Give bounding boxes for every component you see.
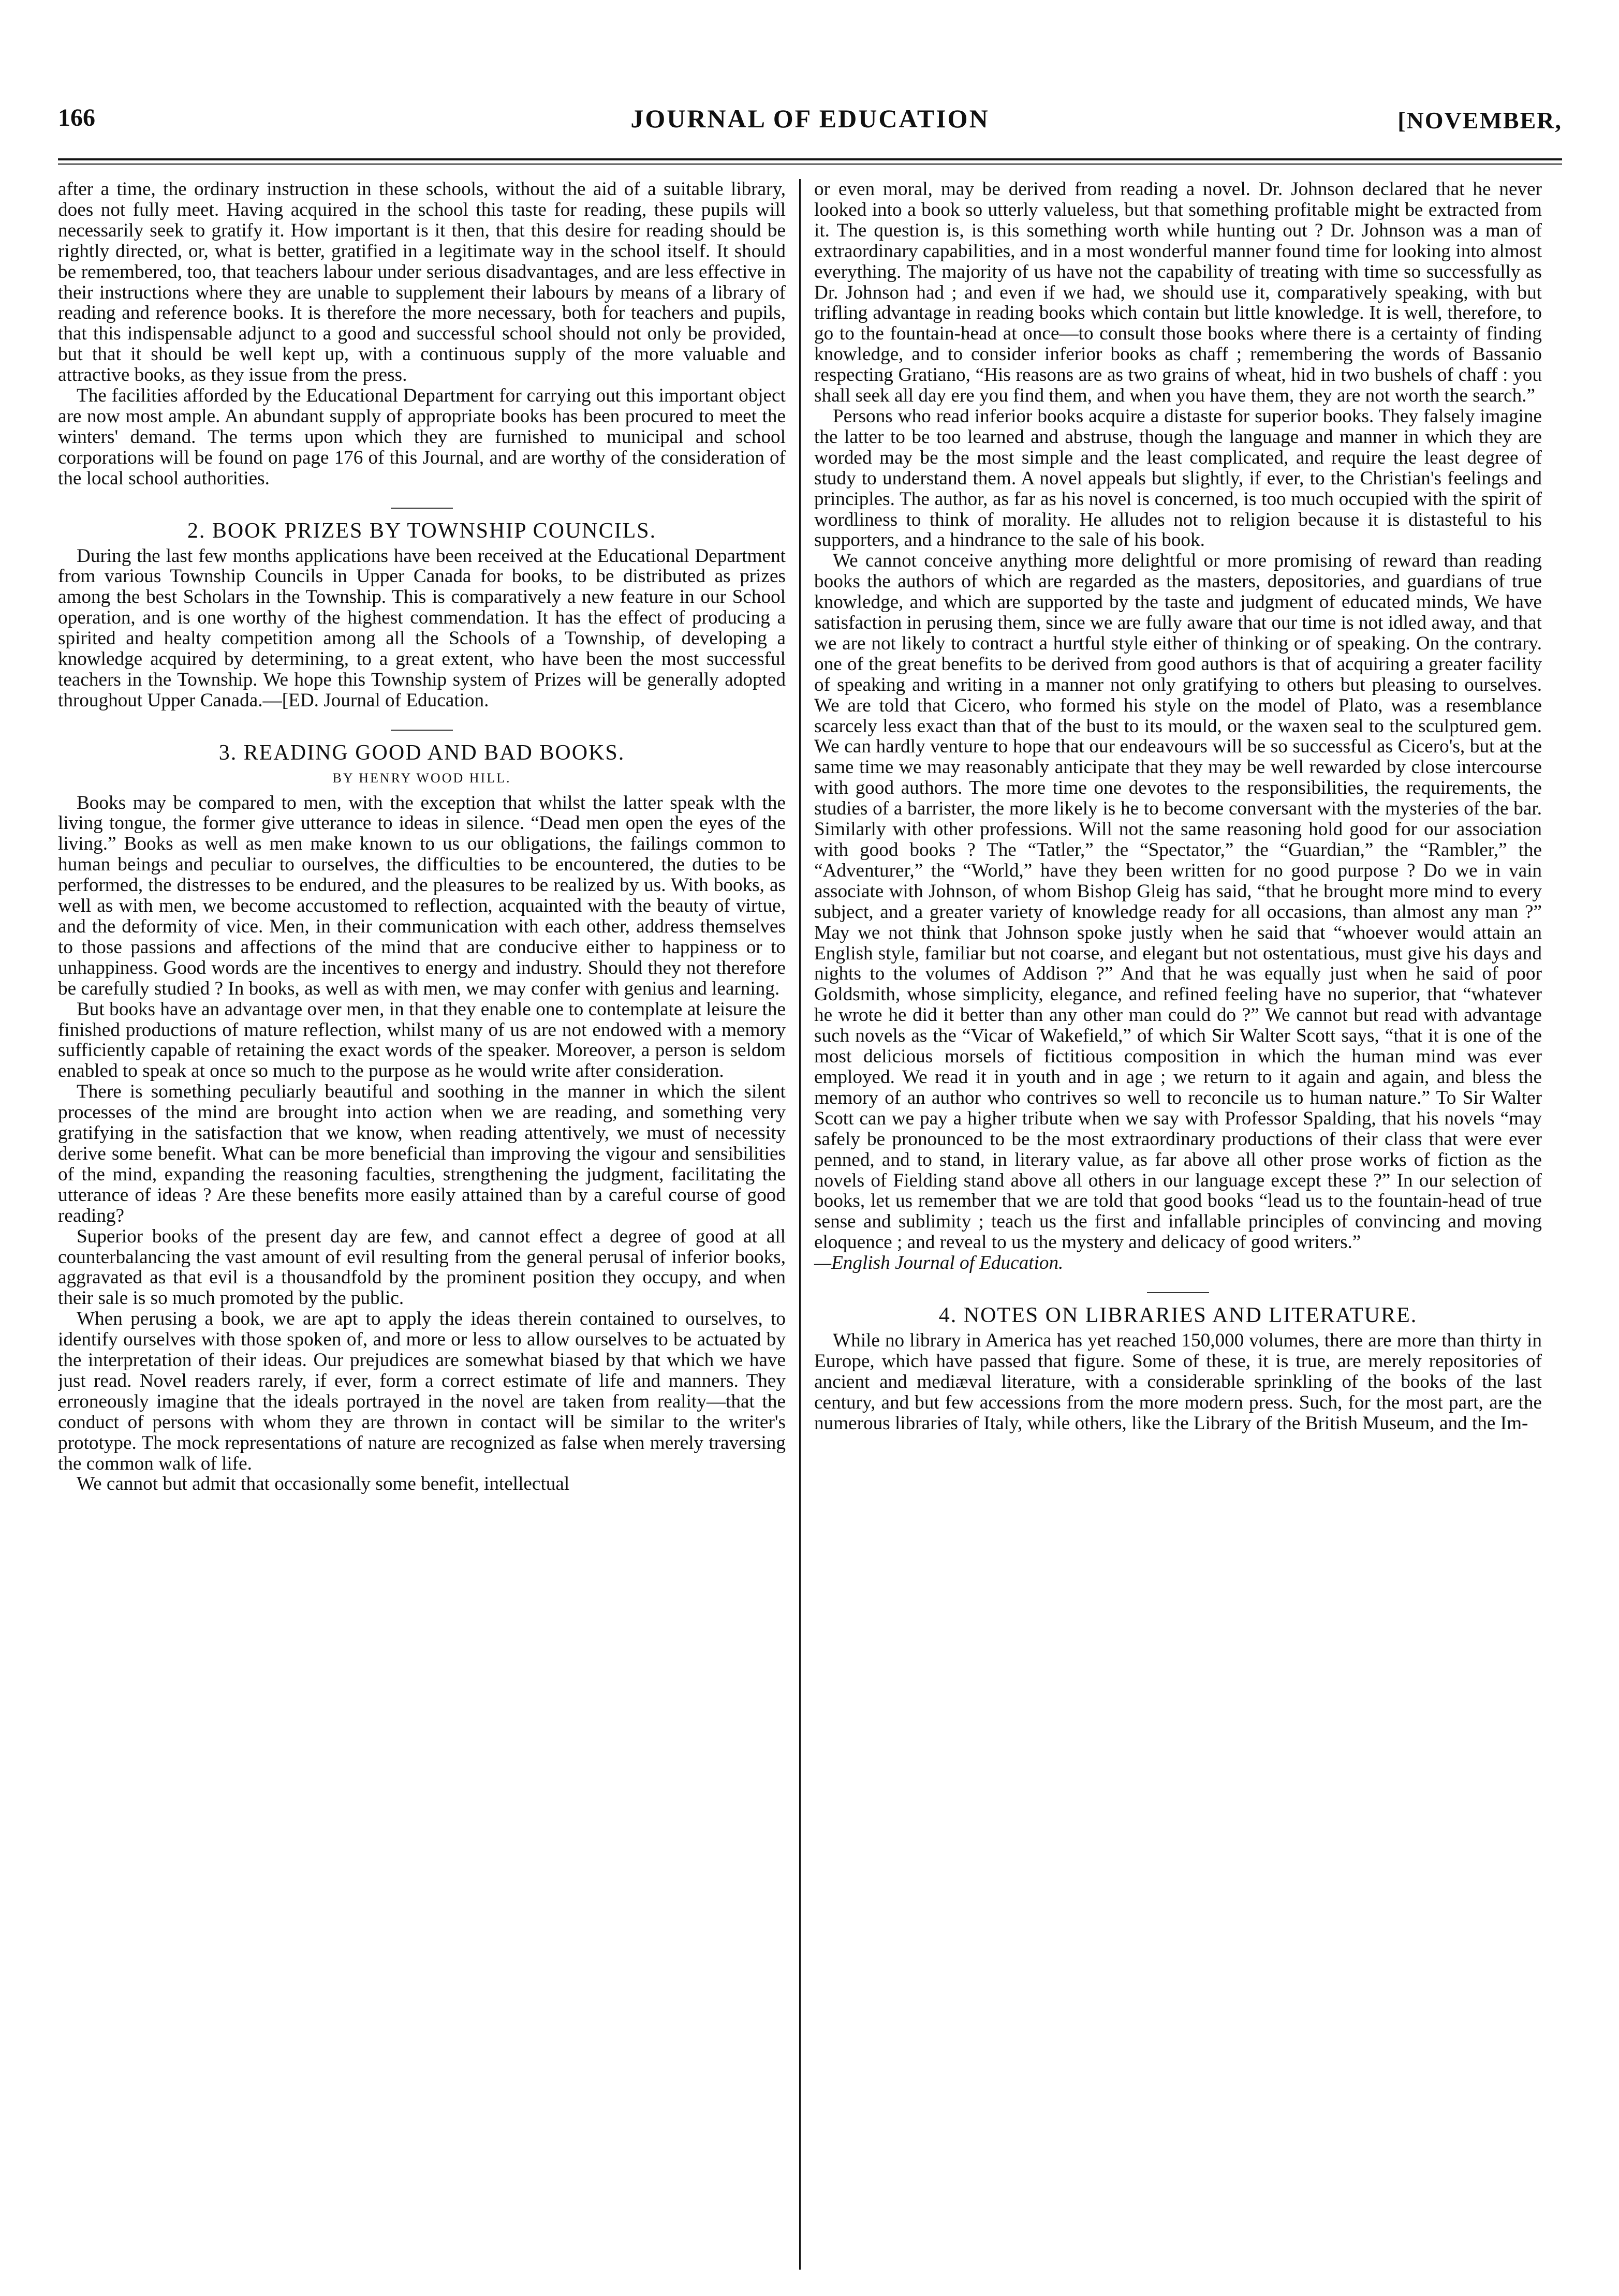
- paragraph: Superior books of the present day are few, and cannot effect a degree of good at all counterbalancing the vast amount of evil resulting from the general perusal of inferior books, aggravated as that evil is a thousandfold by the prominent position they occupy, and when their sale is so much promoted by the public.: [58, 1225, 786, 1309]
- article-columns: [58, 179, 1562, 2270]
- section-heading: 2. BOOK PRIZES BY TOWNSHIP COUNCILS.: [187, 519, 657, 543]
- paragraph: There is something peculiarly beautiful and soothing in the manner in which the silent processes of the mind are brought into action when we are reading, and something very gratifying in the satisfaction that we know, when reading attentively, we must of necessity derive some benefit. What can be more beneficial than improving the vigour and sensibilities of the mind, expanding the reasoning faculties, strengthening the judgment, facilitating the utterance of ideas ? Are these benefits more easily attained than by a careful course of good reading?: [58, 1081, 786, 1226]
- paragraph: The facilities afforded by the Educational Department for carrying out this important object are now most ample. An abundant supply of appropriate books has been procured to meet the winters' demand. The terms upon which they are furnished to municipal and school corporations will be found on page 176 of this Journal, and are worthy of the consideration of the local school authorities.: [58, 385, 786, 489]
- right-column: [801, 179, 1542, 2270]
- page-number: 166: [58, 104, 95, 131]
- header-rule: [58, 158, 1562, 160]
- journal-title: JOURNAL OF EDUCATION: [630, 104, 990, 133]
- issue-month: [NOVEMBER,: [1397, 107, 1562, 134]
- source-credit: —English Journal of Education.: [814, 1252, 1064, 1274]
- section-heading: 4. NOTES ON LIBRARIES AND LITERATURE.: [938, 1303, 1418, 1328]
- left-column: [58, 179, 799, 2270]
- paragraph: after a time, the ordinary instruction in these schools, without the aid of a suitable library, does not fully meet. Having acquired in the school this taste for reading, these pupils will necessarily seek to gratify it. How important is it then, that this desire for reading should be rightly directed, or, what is better, gratified in a legitimate way in the school itself. It should be remembered, too, that teachers labour under serious disadvantages, and are less effective in their instructions where they are unable to supplement their labours by means of a library of reading and reference books. It is therefore the more necessary, both for teachers and pupils, that this indispensable adjunct to a good and successful school should not only be provided, but that it should be well kept up, with a continuous supply of the more valuable and attractive books, as they issue from the press.: [58, 179, 786, 386]
- paragraph: But books have an advantage over men, in that they enable one to contemplate at leisure the finished productions of mature reflection, whilst many of us are not endowed with a memory sufficiently capable of retaining the exact words of the speaker. Moreover, a person is seldom enabled to speak at once so much to the purpose as he would write after consideration.: [58, 998, 786, 1082]
- paragraph: While no library in America has yet reached 150,000 volumes, there are more than thirty in Europe, which have passed that figure. Some of these, it is true, are merely repositories of ancient and mediæval literature, with a considerable sprinkling of the books of the last century, and but few accessions from the more modern press. Such, for the most part, are the numerous libraries of Italy, while others, like the Library of the British Museum, and the Im-: [814, 1329, 1542, 1434]
- paragraph: When perusing a book, we are apt to apply the ideas therein contained to ourselves, to identify ourselves with those spoken of, and more or less to allow ourselves to be actuated by the interpretation of their ideas. Our prejudices are somewhat biased by that which we have just read. Novel readers rarely, if ever, form a correct estimate of life and manners. They erroneously imagine that the ideals portrayed in the novel are taken from reality—that the conduct of persons with whom they are thrown in contact will be similar to the writer's prototype. The mock representations of nature are recognized as false when merely traversing the common walk of life.: [58, 1308, 786, 1474]
- section-separator: [391, 730, 453, 731]
- paragraph: During the last few months applications have been received at the Educational Department from various Township Councils in Upper Canada for books, to be distributed as prizes among the best Scholars in the Township. This is comparatively a new feature in our School operation, and is one worthy of the highest commendation. It has the effect of producing a spirited and healty competition among all the Schools of a Township, of developing a knowledge acquired by determining, to a great extent, who have been the most successful teachers in the Township. We hope this Township system of Prizes will be generally adopted throughout Upper Canada.—[ED. Journal of Education.: [58, 545, 786, 711]
- author-byline: BY HENRY WOOD HILL.: [332, 770, 511, 786]
- paragraph: We cannot but admit that occasionally some benefit, intellectual: [77, 1473, 570, 1495]
- section-separator: [391, 508, 453, 509]
- page-header: [58, 103, 1562, 145]
- paragraph: Books may be compared to men, with the exception that whilst the latter speak wlth the living tongue, the former give utterance to ideas in silence. “Dead men open the eyes of the living.” Books as well as men make known to us our obligations, the failings common to human beings and peculiar to ourselves, the difficulties to be encountered, the duties to be performed, the distresses to be endured, and the pleasures to be realized by us. With books, as well as with men, we become accustomed to reflection, acquainted with the beauty of virtue, and the deformity of vice. Men, in their communication with each other, address themselves to those passions and affections of the mind that are conducive either to happiness or to unhappiness. Good words are the incentives to energy and industry. Should they not therefore be carefully studied ? In books, as well as with men, we may confer with genius and learning.: [58, 792, 786, 999]
- paragraph: We cannot conceive anything more delightful or more promising of reward than reading books the authors of which are regarded as the masters, depositories, and guardians of true knowledge, and which are supported by the taste and judgment of educated minds, We have satisfaction in perusing them, since we are fully aware that our time is not idled away, and that we are not likely to contract a hurtful style either of thinking or of speaking. On the contrary. one of the great benefits to be derived from good authors is that of acquiring a greater facility of speaking and writing in a manner not only gratifying to others but pleasing to ourselves. We are told that Cicero, who formed his style on the model of Plato, was a resemblance scarcely less exact than that of the bust to its mould, or the waxen seal to the sculptured gem. We can hardly venture to hope that our endeavours will be so successful as Cicero's, but at the same time we may reasonably anticipate that they may be well rewarded by close intercourse with good authors. The more time one devotes to the responsibilities, the requirements, the studies of a barrister, the more likely is he to become conversant with the mysteries of the bar. Similarly with other professions. Will not the same reasoning hold good for our association with good books ? The “Tatler,” the “Spectator,” the “Guardian,” the “Rambler,” the “Adventurer,” the “World,” have they been written for no good purpose ? Do we in vain associate with Johnson, of whom Bishop Gleig has said, “that he brought more mind to every subject, and a greater variety of knowledge ready for all occasions, than almost any man ?” May we not think that Johnson spoke justly when he said that “whoever would attain an English style, familiar but not coarse, and elegant but not ostentatious, must give his days and nights to the volumes of Addison ?” And that he was equally just when he said of poor Goldsmith, whose simplicity, elegance, and refined feeling have no superior, that “whatever he wrote he did it better than any other man could do ?” We cannot but read with advantage such novels as the “Vicar of Wakefield,” of which Sir Walter Scott says, “that it is one of the most delicious morsels of fictitious composition in which the human mind was ever employed. We read it in youth and in age ; we return to it again and again, and bless the memory of an author who contrives so well to reconcile us to human nature.” To Sir Walter Scott can we pay a higher tribute when we say with Professor Spalding, that his novels “may safely be pronounced to be the most extraordinary productions of their class that were ever penned, and to stand, in literary value, as far above all other prose works of fiction as the novels of Fielding stand above all others in our language except these ?” In our selection of books, let us remember that we are told that good books “lead us to the fountain-head of true sense and sublimity ; teach us the first and infallable principles of convincing and moving eloquence ; and reveal to us the mystery and delicacy of good writers.”: [814, 550, 1542, 1253]
- paragraph: or even moral, may be derived from reading a novel. Dr. Johnson declared that he never looked into a book so utterly valueless, but that something profitable might be extracted from it. The question is, is this something worth while hunting out ? Dr. Johnson was a man of extraordinary capabilities, and in a most wonderful manner found time for looking into almost everything. The majority of us have not the capability of treating with time so successfully as Dr. Johnson had ; and even if we had, we should use it, comparatively speaking, with but trifling advantage in reading books which contain but little knowledge. It is well, therefore, to go to the fountain-head at once—to consult those books where there is a certainty of finding knowledge, and to consider inferior books as chaff ; remembering the words of Bassanio respecting Gratiano, “His reasons are as two grains of wheat, hid in two bushels of chaff : you shall seek all day ere you find them, and when you have them, they are not worth the search.”: [814, 179, 1542, 407]
- section-separator: [1147, 1292, 1209, 1293]
- section-heading: 3. READING GOOD AND BAD BOOKS.: [218, 740, 625, 765]
- header-rule-thin: [58, 164, 1562, 165]
- paragraph: Persons who read inferior books acquire a distaste for superior books. They falsely imagine the latter to be too learned and abstruse, though the language and manner in which they are worded may be the most simple and the least complicated, and require the least degree of study to understand them. A novel appeals but slightly, if ever, to the Christian's feelings and principles. The author, as far as his novel is concerned, is too much occupied with the spirit of wordliness to think of morality. He alludes not to religion because it is distasteful to his supporters, and a hindrance to the sale of his book.: [814, 405, 1542, 551]
